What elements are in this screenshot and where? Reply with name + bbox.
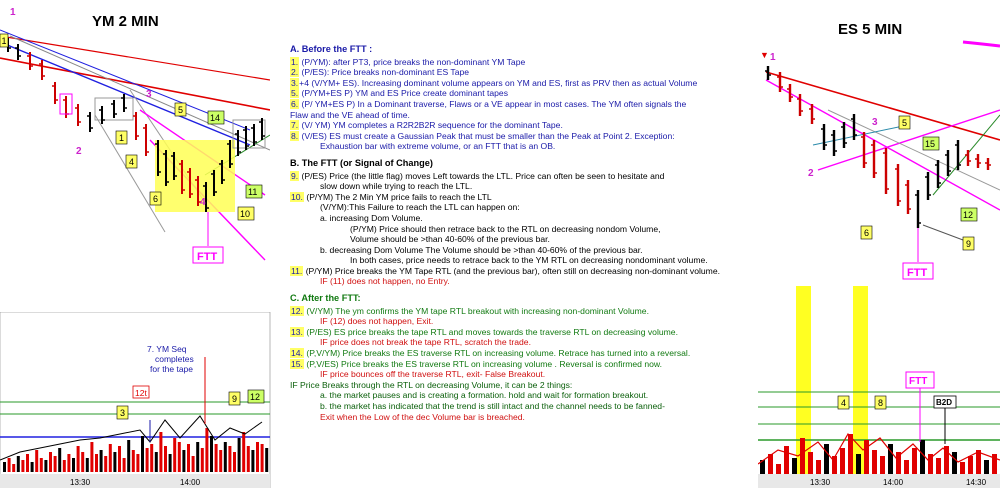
note-a8b: Exhaustion bar with extreme volume, or an FTT that is an OB. xyxy=(320,141,556,152)
ym-volume-bar xyxy=(164,446,167,472)
ym-volume-bar xyxy=(72,458,75,472)
svg-text:5: 5 xyxy=(902,118,908,128)
ym-volume-bar xyxy=(201,448,204,472)
es-volume-bar xyxy=(968,456,973,474)
es-teal-line xyxy=(813,125,908,145)
ym-seq-note-1: 7. YM Seq xyxy=(147,344,187,354)
es-volume-bar xyxy=(856,454,861,474)
ym-volume-bar xyxy=(49,452,52,472)
ym-volume-bar xyxy=(35,450,38,472)
ym-volume-bar xyxy=(3,462,6,472)
ym-volume-bar xyxy=(127,440,130,472)
ym-volume-bar xyxy=(159,432,162,472)
note-b9 xyxy=(290,171,738,182)
note-c12-text: (V/YM) The ym confirms the YM tape RTL breakout with increasing non-dominant Volume. xyxy=(303,305,649,316)
note-c14-num: 14. xyxy=(291,348,303,359)
note-a6 xyxy=(290,99,738,110)
svg-text:12: 12 xyxy=(963,210,974,220)
svg-text:15: 15 xyxy=(925,139,936,149)
ym-volume-bar xyxy=(247,446,250,472)
es-vol-box-4 xyxy=(838,396,849,409)
svg-text:1: 1 xyxy=(1,36,7,46)
note-a1-num: 1. xyxy=(291,56,299,67)
ym-box-label-1a xyxy=(0,34,8,47)
ym-vol-box-12t xyxy=(133,386,149,398)
ym-volume-bar xyxy=(67,454,70,472)
note-b10d: (P/YM) Price should then retrace back to the RTL on decreasing nondom Volume, xyxy=(350,223,661,234)
es-volume-bar xyxy=(880,456,885,474)
es-x-tick-1430: 14:30 xyxy=(966,478,987,487)
note-b10-text: (P/YM) The 2 Min YM price fails to reach the LTL xyxy=(303,191,492,202)
ym-volume-bar xyxy=(31,462,34,472)
ym-box-label-14 xyxy=(208,111,224,124)
es-volume-bar xyxy=(784,446,789,474)
note-c12 xyxy=(290,306,738,317)
ym-volume-bar xyxy=(196,442,199,472)
es-box-label-15 xyxy=(923,137,939,150)
es-volume-bar xyxy=(952,452,957,474)
svg-text:4: 4 xyxy=(841,398,847,408)
ym-volume-bar xyxy=(123,458,126,472)
svg-text:9: 9 xyxy=(232,394,238,404)
ym-volume-bar xyxy=(215,444,218,472)
es-volume-bar xyxy=(776,464,781,474)
svg-text:14: 14 xyxy=(210,113,221,123)
note-a8 xyxy=(290,131,738,142)
ym-point-3: 3 xyxy=(146,89,152,100)
svg-text:12t: 12t xyxy=(135,388,147,398)
ym-volume-bar xyxy=(242,432,245,472)
ym-volume-bar xyxy=(219,450,222,472)
note-b9-num: 9. xyxy=(291,170,299,181)
ym-volume-bar xyxy=(251,450,254,472)
ym-volume-bar xyxy=(86,458,89,472)
note-b11-text: (P/YM) Price breaks the YM Tape RTL (and the previous bar), often still on decreasing non-dominant volume. xyxy=(303,265,720,276)
ym-point-1: 1 xyxy=(10,7,16,18)
ym-volume-bar xyxy=(173,438,176,472)
svg-text:1: 1 xyxy=(119,133,125,143)
note-a2-num: 2. xyxy=(291,67,299,78)
ym-volume-bar xyxy=(182,450,185,472)
ym-vol-box-9 xyxy=(229,392,240,405)
note-c16b: b. the market has indicated that the trend is still intact and the channel needs to be fanned- xyxy=(320,401,665,411)
svg-text:5: 5 xyxy=(178,105,184,115)
es-vol-box-b2d xyxy=(934,396,956,408)
es-x-axis xyxy=(758,474,1000,488)
ym-volume-bar xyxy=(178,442,181,472)
note-a6b: Flaw and the VE ahead of time. xyxy=(290,109,410,120)
note-b9b: slow down while trying to reach the LTL. xyxy=(320,181,473,192)
es-volume-bar xyxy=(912,448,917,474)
es-magenta-curve xyxy=(963,42,1000,46)
es-volume-bar xyxy=(976,450,981,474)
svg-text:4: 4 xyxy=(129,157,135,167)
ym-volume-bar xyxy=(238,438,241,472)
svg-text:11: 11 xyxy=(248,187,258,197)
es-volume-bar xyxy=(920,440,925,474)
ym-volume-bar xyxy=(146,448,149,472)
es-volume-bar xyxy=(816,460,821,474)
es-point-2: 2 xyxy=(808,168,814,179)
es-volume-bar xyxy=(960,462,965,474)
es-point-3: 3 xyxy=(872,117,878,128)
es-price-chart xyxy=(758,0,1000,290)
note-b11-num: 11. xyxy=(291,265,303,276)
note-a3 xyxy=(290,78,738,89)
note-b10e: Volume should be >than 40-60% of the previous bar. xyxy=(350,234,550,245)
ym-volume-bar xyxy=(118,446,121,472)
note-a7-num: 7. xyxy=(291,120,299,131)
es-x-tick-1400: 14:00 xyxy=(883,478,904,487)
ym-box-label-4 xyxy=(126,155,137,168)
svg-text:6: 6 xyxy=(153,194,159,204)
ym-volume-bar xyxy=(63,460,66,472)
note-c16c: Exit when the Low of the dec Volume bar is breached. xyxy=(320,411,525,422)
note-c15b: IF price bounces off the traverse RTL, exit- False Breakout. xyxy=(320,369,546,380)
es-candles xyxy=(765,66,991,228)
ym-volume-bar xyxy=(77,446,80,472)
es-volume-bar xyxy=(824,444,829,474)
ym-volume-bar xyxy=(228,446,231,472)
ym-volume-bar xyxy=(224,442,227,472)
note-c14 xyxy=(290,348,738,359)
note-c12-num: 12. xyxy=(291,305,303,316)
ym-volume-bar xyxy=(12,464,15,472)
section-b-heading: B. The FTT (or Signal of Change) xyxy=(290,157,433,168)
ym-volume-bar xyxy=(40,458,43,472)
ym-seq-note-3: for the tape xyxy=(150,364,194,374)
es-box-label-5 xyxy=(899,116,910,129)
ym-volume-bar xyxy=(256,442,259,472)
note-a7-text: (V/ YM) YM completes a R2R2B2R sequence for the dominant Tape. xyxy=(299,120,563,131)
es-volume-bar xyxy=(840,448,845,474)
note-b10 xyxy=(290,192,738,203)
es-flag: ▼ xyxy=(760,50,769,60)
ym-blue-ma xyxy=(0,42,250,145)
note-b10c: a. increasing Dom Volume. xyxy=(320,212,423,223)
svg-text:8: 8 xyxy=(878,398,884,408)
ym-volume-bar xyxy=(141,436,144,472)
note-b10g: In both cases, price needs to retrace back to the YM RTL on decreasing nondominant volume. xyxy=(350,255,708,266)
note-c16: IF Price Breaks through the RTL on decreasing Volume, it can be 2 things: xyxy=(290,379,573,390)
note-c13-text: (P/ES) ES price breaks the tape RTL and moves towards the traverse RTL on decreasing volume. xyxy=(303,326,678,337)
es-volume-bar xyxy=(848,434,853,474)
note-c15-num: 15. xyxy=(291,358,303,369)
ym-volume-bar xyxy=(54,456,57,472)
ym-volume-bar xyxy=(205,428,208,472)
note-b10b: (V/YM):This Failure to reach the LTL can happen on: xyxy=(320,202,520,213)
ym-x-tick-1330: 13:30 xyxy=(70,478,91,487)
ym-box-label-6 xyxy=(150,192,161,205)
es-vol-ftt-label: FTT xyxy=(909,376,928,387)
ym-point-2: 2 xyxy=(76,146,82,157)
ym-volume-bar xyxy=(150,444,153,472)
ym-volume-bar xyxy=(104,456,107,472)
es-volume-bar xyxy=(800,438,805,474)
es-ftt-label: FTT xyxy=(907,267,928,279)
ym-volume-bar xyxy=(26,454,29,472)
ym-box-label-10 xyxy=(238,207,254,220)
ym-box-label-1b xyxy=(116,131,127,144)
ym-vol-box-12 xyxy=(248,390,264,403)
ym-volume-bar xyxy=(261,444,264,472)
note-a6-text: (P/ YM+ES P) In a Dominant traverse, Flaws or a VE appear in most cases. The YM often signals the xyxy=(299,98,687,109)
svg-text:B2D: B2D xyxy=(936,398,953,407)
note-a2-text: (P/ES): Price breaks non-dominant ES Tape xyxy=(299,67,470,78)
note-c13b: IF price does not break the tape RTL, scratch the trade. xyxy=(320,337,531,348)
svg-text:6: 6 xyxy=(864,228,870,238)
note-b10-num: 10. xyxy=(291,191,303,202)
svg-text:12: 12 xyxy=(250,392,261,402)
es-point-1: 1 xyxy=(770,52,776,63)
ym-volume-bar xyxy=(90,442,93,472)
ym-volume-bar xyxy=(155,452,158,472)
es-volume-bar xyxy=(984,460,989,474)
note-b10f: b. decreasing Dom Volume The Volume should be >than 40-60% of the previous bar. xyxy=(320,244,643,255)
es-volume-chart xyxy=(758,284,1000,488)
es-box-label-6 xyxy=(861,226,872,239)
note-c15 xyxy=(290,359,738,370)
ym-volume-bar xyxy=(109,444,112,472)
note-c16a: a. the market pauses and is creating a formation. hold and wait for formation breakout. xyxy=(320,390,649,401)
es-black-line xyxy=(923,225,963,240)
es-x-tick-1330: 13:30 xyxy=(810,478,831,487)
es-volume-bar xyxy=(864,440,869,474)
ym-volume-chart xyxy=(0,312,272,488)
es-title: ES 5 MIN xyxy=(838,21,903,38)
note-b9-text: (P/ES) Price (the little flag) moves Left towards the LTL. Price can often be seen to hesitate and xyxy=(299,170,665,181)
note-a3-text: +4 (V/YM+ ES). Increasing dominant volume appears on YM and ES, first as PRV then as actual Volume xyxy=(299,77,698,88)
es-volume-bar xyxy=(872,450,877,474)
note-a1 xyxy=(290,57,738,68)
note-a8-text: (V/ES) ES must create a Gaussian Peak that must be smaller than the Peak at Point 2. Exception: xyxy=(299,130,675,141)
ym-volume-bar xyxy=(100,450,103,472)
note-b11 xyxy=(290,266,738,277)
ym-volume-bar xyxy=(210,436,213,472)
es-volume-bar xyxy=(832,456,837,474)
ym-volume-bar xyxy=(136,454,139,472)
note-a5 xyxy=(290,88,738,99)
ym-volume-bar xyxy=(44,460,47,472)
notes-panel xyxy=(290,44,738,422)
ym-volume-bar xyxy=(192,456,195,472)
note-a5-text: (P/YM+ES P) YM and ES Price create dominant tapes xyxy=(299,88,508,99)
ym-volume-bar xyxy=(8,458,11,472)
ym-volume-bar xyxy=(265,448,268,472)
svg-text:9: 9 xyxy=(966,239,972,249)
note-c12b: IF (12) does not happen, Exit. xyxy=(320,316,434,327)
ym-volume-bar xyxy=(113,452,116,472)
ym-point-4: 4 xyxy=(200,197,206,208)
note-a5-num: 5. xyxy=(291,88,299,99)
note-a1-text: (P/YM): after PT3, price breaks the non-dominant YM Tape xyxy=(299,56,526,67)
ym-box-label-5 xyxy=(175,103,186,116)
ym-gray-line2 xyxy=(95,115,165,232)
ym-vol-box-3 xyxy=(117,406,128,419)
ym-box-label-11 xyxy=(246,185,262,198)
note-a6-num: 6. xyxy=(291,98,299,109)
ym-volume-bar xyxy=(95,454,98,472)
ym-volume-bar xyxy=(58,448,61,472)
ym-gray-line xyxy=(10,36,270,150)
ym-x-axis xyxy=(0,474,270,488)
note-c15-text: (P,V/ES) Price breaks the ES traverse RTL on increasing volume . Reversal is confirmed now. xyxy=(303,358,663,369)
es-vol-box-8 xyxy=(875,396,886,409)
ym-x-tick-1400: 14:00 xyxy=(180,478,201,487)
note-a8-num: 8. xyxy=(291,130,299,141)
note-b11b: IF (11) does not happen, no Entry. xyxy=(320,276,450,287)
note-a3-num: 3. xyxy=(291,77,299,88)
ym-volume-bar xyxy=(233,452,236,472)
es-volume-bar xyxy=(904,460,909,474)
note-a7 xyxy=(290,120,738,131)
svg-text:3: 3 xyxy=(120,408,126,418)
es-box-label-9 xyxy=(963,237,974,250)
ym-title: YM 2 MIN xyxy=(92,13,159,30)
svg-text:10: 10 xyxy=(240,209,251,219)
ym-volume-bar xyxy=(132,450,135,472)
ym-volume-bar xyxy=(21,460,24,472)
es-volume-bar xyxy=(936,458,941,474)
note-c14-text: (P,V/YM) Price breaks the ES traverse RTL on increasing volume. Retrace has turned into a reversal. xyxy=(303,348,691,359)
ym-volume-bar xyxy=(81,452,84,472)
ym-seq-note-2: completes xyxy=(155,354,194,364)
ym-ftt-label: FTT xyxy=(197,251,218,263)
es-volume-bar xyxy=(792,458,797,474)
section-c-heading: C. After the FTT: xyxy=(290,293,361,304)
es-volume-bar xyxy=(808,452,813,474)
note-c13 xyxy=(290,327,738,338)
ym-volume-bar xyxy=(187,444,190,472)
ym-price-chart xyxy=(0,0,270,300)
ym-volume-bar xyxy=(169,454,172,472)
note-a2 xyxy=(290,67,738,78)
es-box-label-12 xyxy=(961,208,977,221)
note-c13-num: 13. xyxy=(291,326,303,337)
section-a-heading: A. Before the FTT : xyxy=(290,44,373,54)
ym-volume-bar xyxy=(17,456,20,472)
